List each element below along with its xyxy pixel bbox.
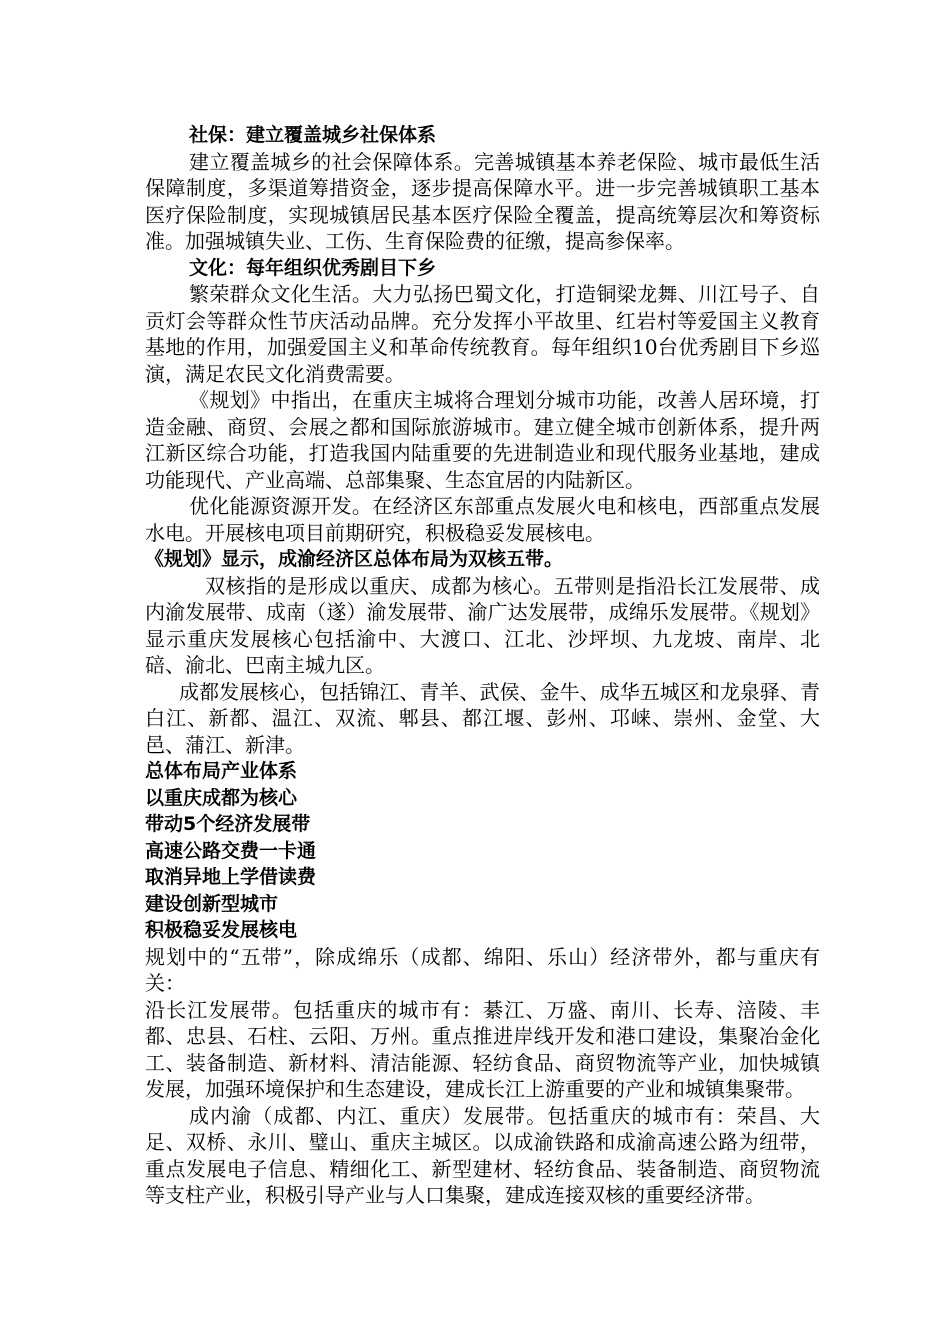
heading-school-fee: 取消异地上学借读费 [145,866,317,888]
heading-innovative-city: 建设创新型城市 [145,892,279,915]
heading-nuclear-power: 积极稳妥发展核电 [145,919,298,941]
heading-overall-layout: 《规划》显示，成渝经济区总体布局为双核五带。 [145,548,564,570]
paragraph-five-belts-intro: 规划中的“五带”，除成绵乐（成都、绵阳、乐山）经济带外，都与重庆有关： [145,944,820,995]
heading-highway-card: 高速公路交费一卡通 [145,839,317,862]
paragraph-plan-chongqing-city: 《规划》中指出，在重庆主城将合理划分城市功能，改善人居环境，打造金融、商贸、会展之都和国际旅游城市。建立健全城市创新体系，提升两江新区综合功能，打造我国内陆重要的先进制造业和现代服务业基地，建成功能现代、产业高端、总部集聚、生态宜居的内陆新区。 [145,388,820,492]
paragraph-social-security: 建立覆盖城乡的社会保障体系。完善城镇基本养老保险、城市最低生活保障制度，多渠道筹措资金，逐步提高保障水平。进一步完善城镇职工基本医疗保险制度，实现城镇居民基本医疗保险全覆盖，提高统筹层次和筹资标准。加强城镇失业、工伤、生育保险费的征缴，提高参保率。 [145,149,820,253]
document-body [145,122,820,1209]
paragraph-culture: 繁荣群众文化生活。大力弘扬巴蜀文化，打造铜梁龙舞、川江号子、自贡灯会等群众性节庆活动品牌。充分发挥小平故里、红岩村等爱国主义教育基地的作用，加强爱国主义和革命传统教育。每年组织10台优秀剧目下乡巡演，满足农民文化消费需要。 [145,282,820,386]
paragraph-yangtze-belt: 沿长江发展带。包括重庆的城市有：綦江、万盛、南川、长寿、涪陵、丰都、忠县、石柱、云阳、万州。重点推进岸线开发和港口建设，集聚冶金化工、装备制造、新材料、清洁能源、轻纺食品、商贸物流等产业，加快城镇发展，加强环境保护和生态建设，建成长江上游重要的产业和城镇集聚带。 [145,997,820,1101]
paragraph-energy: 优化能源资源开发。在经济区东部重点发展火电和核电，西部重点发展水电。开展核电项目前期研究，积极稳妥发展核电。 [145,494,820,545]
section-heading-social-security: 社保：建立覆盖城乡社保体系 [189,124,437,146]
heading-industry-system: 总体布局产业体系 [145,760,298,782]
paragraph-two-cores-five-belts: 双核指的是形成以重庆、成都为核心。五带则是指沿长江发展带、成内渝发展带、成南（遂）渝发展带、渝广达发展带，成绵乐发展带。《规划》显示重庆发展核心包括渝中、大渡口、江北、沙坪坝、九龙坡、南岸、北碚、渝北、巴南主城九区。 [145,573,820,677]
heading-five-belts: 带动5个经济发展带 [145,813,311,835]
section-heading-culture: 文化：每年组织优秀剧目下乡 [189,256,437,279]
paragraph-chengdu-core: 成都发展核心，包括锦江、青羊、武侯、金牛、成华五城区和龙泉驿、青白江、新都、温江、双流、郫县、都江堰、彭州、邛崃、崇州、金堂、大邑、蒲江、新津。 [145,679,820,757]
paragraph-chengneiyu-belt: 成内渝（成都、内江、重庆）发展带。包括重庆的城市有：荣昌、大足、双桥、永川、璧山、重庆主城区。以成渝铁路和成渝高速公路为纽带，重点发展电子信息、精细化工、新型建材、轻纺食品、装备制造、商贸物流等支柱产业，积极引导产业与人口集聚，建成连接双核的重要经济带。 [145,1103,820,1207]
heading-core-cities: 以重庆成都为核心 [145,786,298,809]
